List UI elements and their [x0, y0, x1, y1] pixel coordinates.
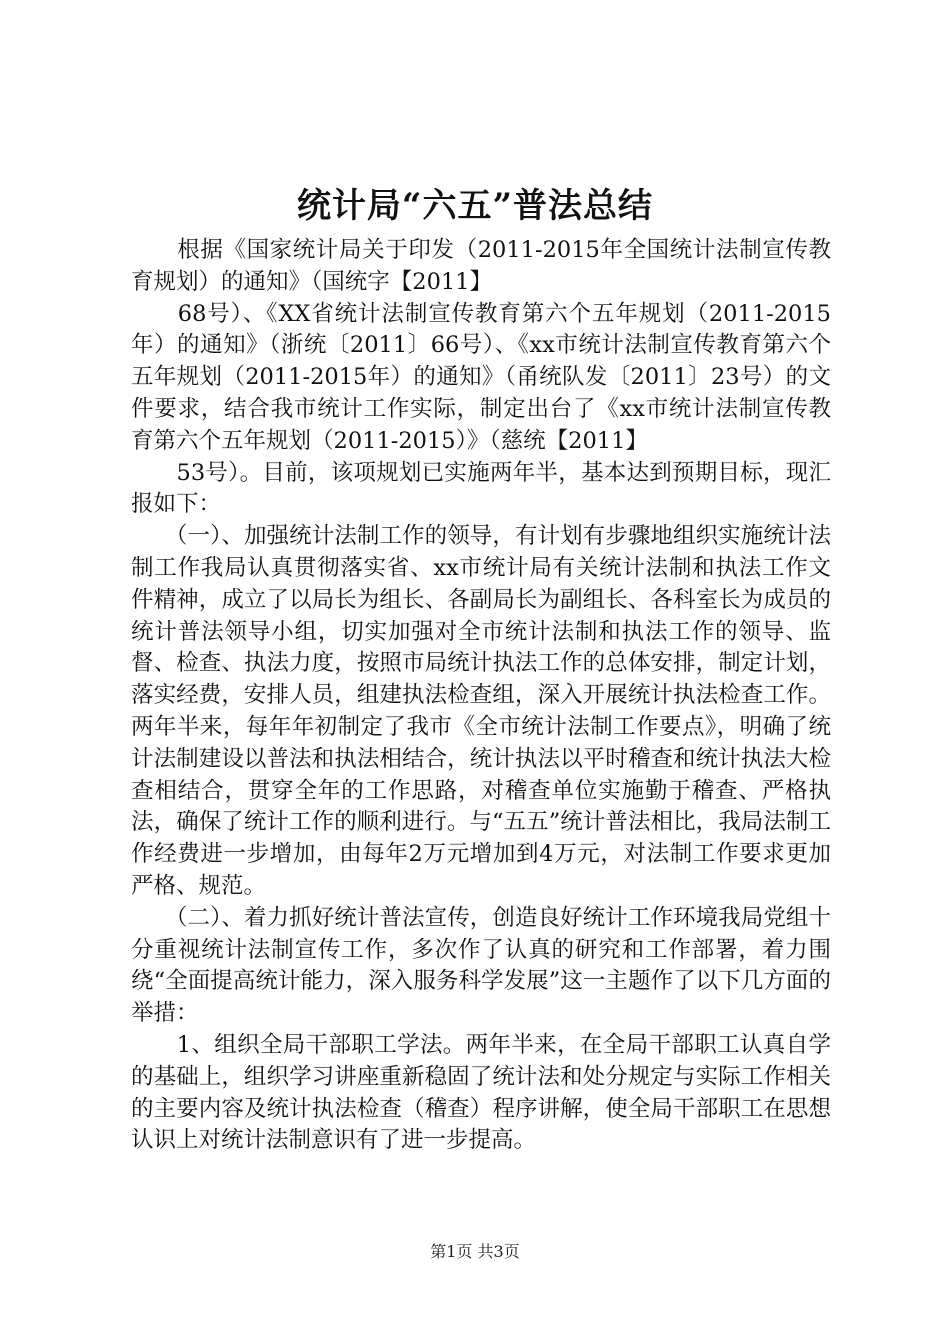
page-footer: 第1页 共3页 [430, 1242, 520, 1261]
paragraph: （二）、着力抓好统计普法宣传，创造良好统计工作环境我局党组十分重视统计法制宣传工作，多次作了认真的研究和工作部署，着力围绕“全面提高统计能力，深入服务科学发展”这一主题作了以下几方面的举措： [131, 904, 831, 1027]
document-body [131, 235, 831, 1157]
paragraph: 根据《国家统计局关于印发（2011-2015年全国统计法制宣传教育规划）的通知》（国统字【2011】 [131, 237, 831, 295]
paragraph: （一）、加强统计法制工作的领导，有计划有步骤地组织实施统计法制工作我局认真贯彻落实省、xx市统计局有关统计法制和执法工作文件精神，成立了以局长为组长、各副局长为副组长、各科室长为成员的统计普法领导小组，切实加强对全市统计法制和执法工作的领导、监督、检查、执法力度，按照市局统计执法工作的总体安排，制定计划，落实经费，安排人员，组建执法检查组，深入开展统计执法检查工作。两年半来，每年年初制定了我市《全市统计法制工作要点》，明确了统计法制建设以普法和执法相结合，统计执法以平时稽查和统计执法大检查相结合，贯穿全年的工作思路，对稽查单位实施勤于稽查、严格执法，确保了统计工作的顺利进行。与“五五”统计普法相比，我局法制工作经费进一步增加，由每年2万元增加到4万元，对法制工作要求更加严格、规范。 [131, 523, 831, 899]
paragraph: 53号）。目前，该项规划已实施两年半，基本达到预期目标，现汇报如下： [131, 459, 831, 518]
paragraph: 1、组织全局干部职工学法。两年半来，在全局干部职工认真自学的基础上，组织学习讲座重新稳固了统计法和处分规定与实际工作相关的主要内容及统计执法检查（稽查）程序讲解，使全局干部职工在思想认识上对统计法制意识有了进一步提高。 [131, 1031, 831, 1154]
document-title: 统计局“六五”普法总结 [296, 186, 654, 226]
paragraph: 68号）、《XX省统计法制宣传教育第六个五年规划（2011-2015年）的通知》（浙统〔2011〕66号）、《xx市统计法制宣传教育第六个五年规划（2011-2015年）的通知》（甬统队发〔2011〕23号）的文件要求，结合我市统计工作实际，制定出台了《xx市统计法制宣传教育第六个五年规划（2011-2015）》（慈统【2011】 [131, 300, 831, 454]
